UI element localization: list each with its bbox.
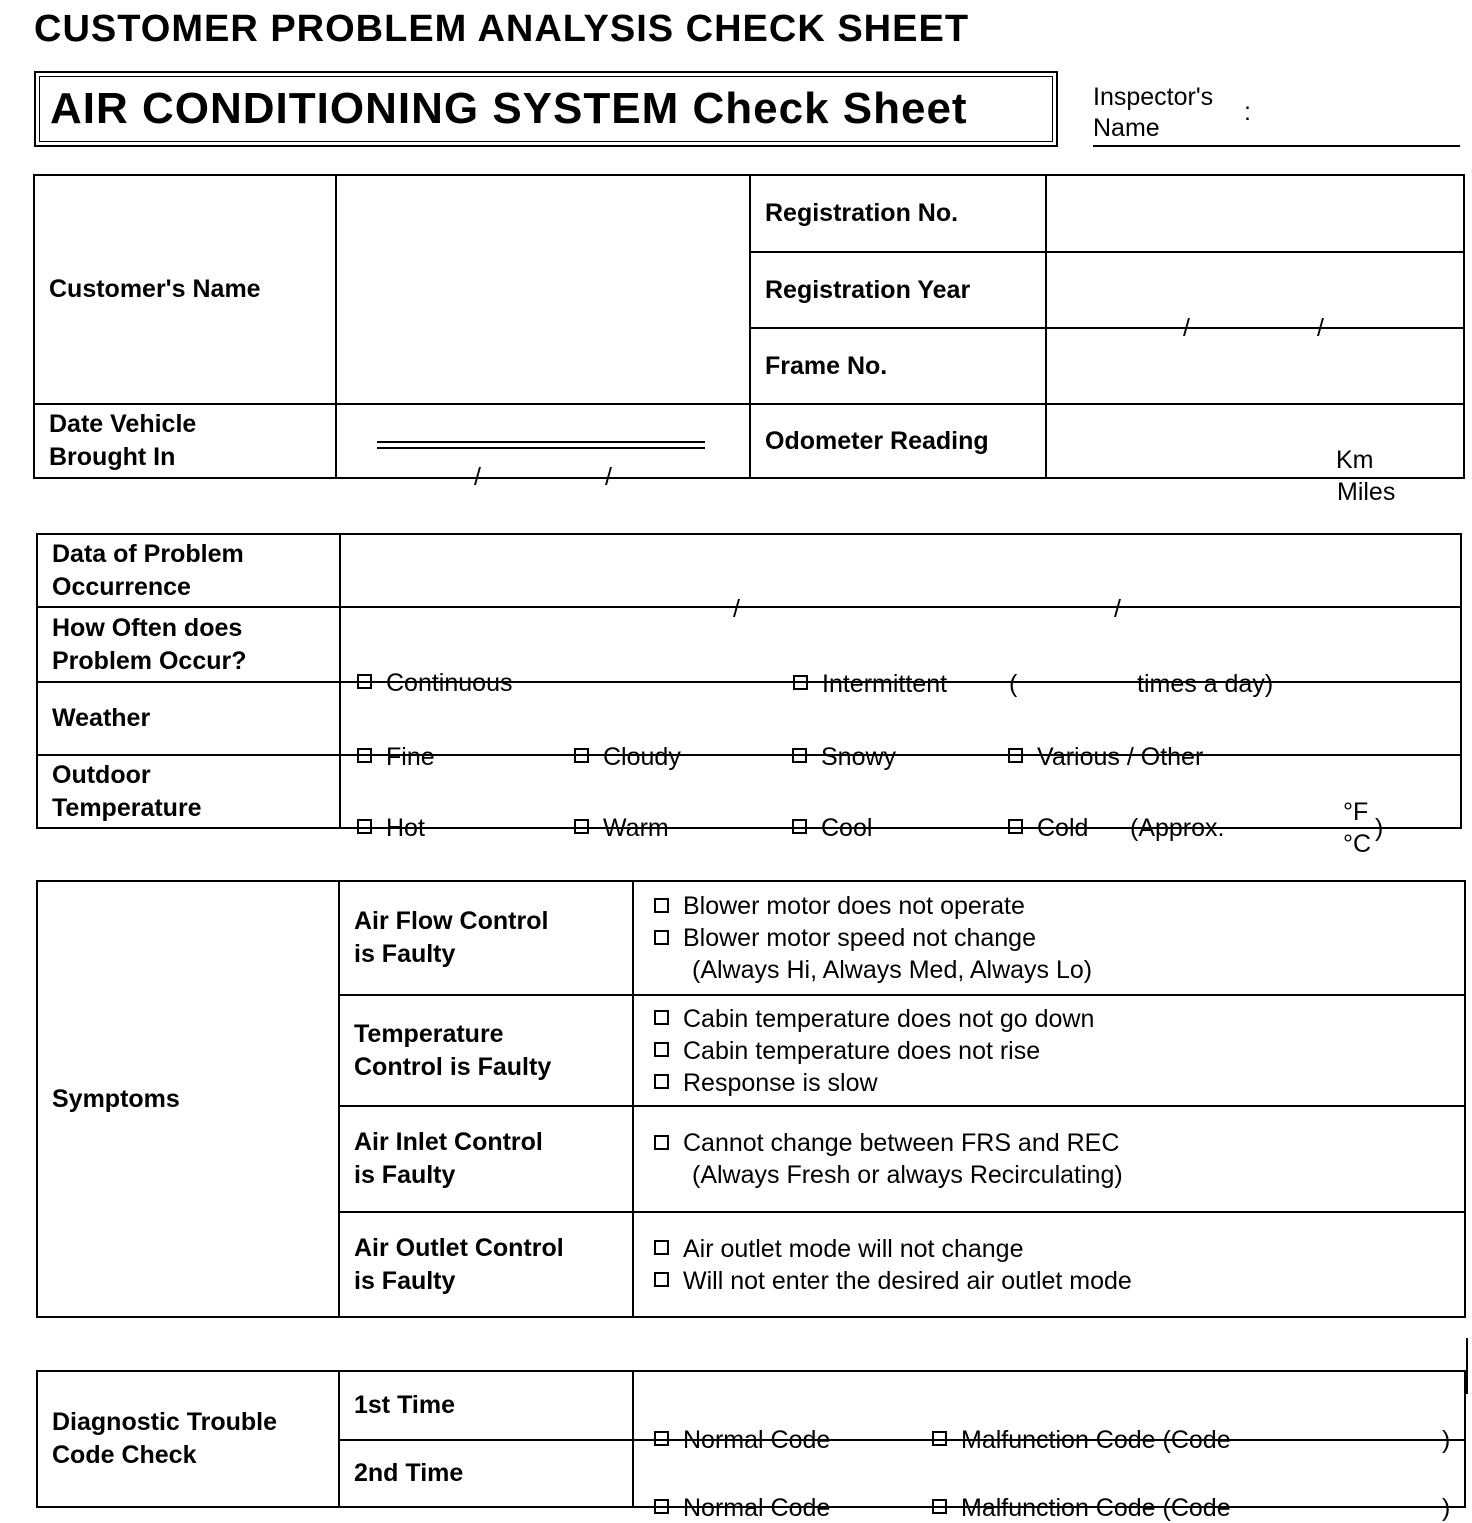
- unit-fahrenheit: °F: [1343, 797, 1369, 826]
- symptom-group-label-line-2: is Faulty: [354, 1266, 456, 1295]
- checkbox-icon[interactable]: [792, 748, 807, 763]
- checkbox-icon[interactable]: [792, 819, 807, 834]
- checkbox-icon[interactable]: [357, 819, 372, 834]
- option-label: Snowy: [821, 742, 897, 771]
- inspector-name-field[interactable]: [1093, 145, 1460, 147]
- checkbox-icon[interactable]: [654, 1499, 669, 1514]
- form-title: AIR CONDITIONING SYSTEM Check Sheet: [39, 76, 1053, 142]
- symptom-group-label-line-1: Temperature: [354, 1019, 504, 1048]
- option-label: Warm: [603, 813, 669, 842]
- option-label: Malfunction Code (Code: [961, 1493, 1231, 1522]
- symptoms-label: Symptoms: [37, 881, 339, 1317]
- option-various-other[interactable]: [1008, 743, 1203, 772]
- checkbox-icon[interactable]: [654, 898, 669, 913]
- inspector-name-label: [1093, 82, 1213, 144]
- option-malfunction-code[interactable]: [932, 1426, 1231, 1455]
- symptom-option[interactable]: [654, 890, 1450, 922]
- symptom-options: [633, 995, 1465, 1106]
- option-label: Cool: [821, 813, 873, 842]
- symptom-options: [633, 1212, 1465, 1317]
- odometer-field[interactable]: [1046, 404, 1464, 506]
- scan-edge-mark: [1466, 1338, 1468, 1394]
- unit-celsius: °C: [1343, 829, 1372, 858]
- symptom-options: [633, 881, 1465, 995]
- checkbox-icon[interactable]: [654, 1431, 669, 1446]
- inspector-label-line-2: Name: [1093, 114, 1160, 142]
- date-brought-in-label-line-1: Date Vehicle: [49, 410, 197, 438]
- symptom-group-label-line-1: Air Flow Control: [354, 907, 549, 935]
- option-cool[interactable]: [792, 814, 872, 843]
- symptom-note: (Always Fresh or always Recirculating): [692, 1161, 1123, 1189]
- problem-date-label-line-2: Occurrence: [52, 572, 191, 601]
- symptom-option[interactable]: [654, 1265, 1450, 1297]
- symptom-option-label: Blower motor does not operate: [683, 892, 1025, 920]
- symptom-option[interactable]: [654, 1067, 1450, 1099]
- registration-no-field[interactable]: [1046, 175, 1464, 252]
- outdoor-temperature-label: [37, 755, 340, 828]
- sheet-title: CUSTOMER PROBLEM ANALYSIS CHECK SHEET: [34, 8, 970, 50]
- option-normal-code[interactable]: [654, 1494, 830, 1523]
- problem-date-label-line-1: Data of Problem: [52, 539, 244, 568]
- dtc-table: [36, 1370, 1466, 1522]
- option-fine[interactable]: [357, 743, 435, 772]
- date-separator: /: [474, 463, 481, 491]
- checkbox-icon[interactable]: [932, 1431, 947, 1446]
- symptom-group-label: [339, 995, 633, 1106]
- option-snowy[interactable]: [792, 743, 896, 772]
- frame-no-label: Frame No.: [750, 328, 1046, 404]
- symptom-group-label: [339, 1212, 633, 1317]
- option-label: Fine: [386, 742, 435, 771]
- symptom-option-label: Air outlet mode will not change: [683, 1234, 1024, 1263]
- inspector-label-line-1: Inspector's: [1093, 83, 1214, 111]
- dtc-check-label: [37, 1371, 339, 1507]
- symptom-option-label: Blower motor speed not change: [683, 924, 1036, 952]
- symptom-group-label-line-2: Control is Faulty: [354, 1052, 552, 1081]
- option-label: Normal Code: [683, 1493, 831, 1522]
- frame-no-field[interactable]: [1046, 328, 1464, 404]
- dtc-label-line-1: Diagnostic Trouble: [52, 1408, 278, 1436]
- problem-date-label: [37, 534, 340, 607]
- checkbox-icon[interactable]: [654, 1272, 669, 1287]
- option-warm[interactable]: [574, 814, 669, 843]
- weather-label: Weather: [37, 682, 340, 755]
- option-label: Malfunction Code (Code: [961, 1425, 1231, 1454]
- checkbox-icon[interactable]: [574, 819, 589, 834]
- option-label: Intermittent: [822, 669, 948, 698]
- checkbox-icon[interactable]: [1008, 748, 1023, 763]
- option-label: Normal Code: [683, 1425, 831, 1454]
- symptom-option-label: Cabin temperature does not rise: [683, 1036, 1041, 1065]
- symptom-option-label: Response is slow: [683, 1068, 878, 1097]
- option-label: Cloudy: [603, 742, 681, 771]
- symptoms-table: [36, 880, 1466, 1318]
- option-hot[interactable]: [357, 814, 425, 843]
- customer-name-field[interactable]: [336, 175, 750, 404]
- registration-no-label: Registration No.: [750, 175, 1046, 252]
- vehicle-info-table: [33, 174, 1465, 506]
- close-paren: ): [1442, 1425, 1451, 1454]
- checkbox-icon[interactable]: [654, 1010, 669, 1025]
- checkbox-icon[interactable]: [932, 1499, 947, 1514]
- symptom-group-label: [339, 1106, 633, 1212]
- dtc-time-label: 2nd Time: [339, 1440, 633, 1507]
- registration-year-field[interactable]: [1046, 252, 1464, 342]
- date-separator: /: [733, 594, 740, 623]
- symptom-group-label-line-1: Air Inlet Control: [354, 1128, 543, 1156]
- customer-name-label: Customer's Name: [34, 175, 336, 404]
- checkbox-icon[interactable]: [793, 675, 808, 690]
- dtc-time-label: 1st Time: [339, 1371, 633, 1440]
- date-brought-in-label: [34, 404, 336, 478]
- option-label: Hot: [386, 813, 425, 842]
- option-cloudy[interactable]: [574, 743, 681, 772]
- problem-table: [36, 533, 1462, 858]
- symptom-option[interactable]: [654, 922, 1450, 954]
- date-separator: /: [1114, 594, 1121, 623]
- symptom-option-label: Will not enter the desired air outlet mode: [683, 1266, 1132, 1295]
- symptom-group-label: [339, 881, 633, 995]
- how-often-options: [340, 607, 1461, 698]
- checkbox-icon[interactable]: [654, 1042, 669, 1057]
- option-intermittent[interactable]: [793, 670, 947, 699]
- unit-km: Km: [1336, 446, 1374, 474]
- outdoor-temperature-label-line-2: Temperature: [52, 793, 202, 822]
- date-separator: /: [1317, 314, 1324, 342]
- checkbox-icon[interactable]: [654, 1074, 669, 1089]
- option-label: Cold: [1037, 813, 1089, 842]
- outdoor-temperature-label-line-1: Outdoor: [52, 760, 151, 789]
- date-separator: /: [605, 463, 612, 491]
- option-normal-code[interactable]: [654, 1426, 830, 1455]
- times-a-day-suffix: times a day): [1137, 669, 1274, 698]
- how-often-label: [37, 607, 340, 682]
- symptom-group-label-line-2: is Faulty: [354, 940, 456, 968]
- option-label: Various / Other: [1037, 742, 1204, 771]
- how-often-label-line-1: How Often does: [52, 613, 243, 642]
- inspector-colon: :: [1244, 98, 1251, 126]
- checkbox-icon[interactable]: [654, 1135, 669, 1150]
- close-paren: ): [1375, 813, 1384, 842]
- checkbox-icon[interactable]: [574, 748, 589, 763]
- date-separator: /: [1183, 314, 1190, 342]
- option-continuous[interactable]: [357, 669, 512, 698]
- odometer-label: Odometer Reading: [750, 404, 1046, 478]
- unit-miles: Miles: [1337, 478, 1396, 506]
- outdoor-temperature-options: [340, 755, 1461, 858]
- symptom-group-label-line-1: Air Outlet Control: [354, 1233, 564, 1262]
- customer-name-underline: [377, 441, 705, 449]
- dtc-options: [633, 1371, 1465, 1454]
- checkbox-icon[interactable]: [654, 1240, 669, 1255]
- dtc-label-line-2: Code Check: [52, 1441, 197, 1469]
- option-cold[interactable]: [1008, 814, 1088, 843]
- option-label: Continuous: [386, 668, 513, 697]
- symptom-option[interactable]: [654, 1127, 1450, 1159]
- symptom-option[interactable]: [654, 1035, 1450, 1067]
- symptom-group-label-line-2: is Faulty: [354, 1161, 456, 1189]
- how-often-label-line-2: Problem Occur?: [52, 646, 247, 675]
- symptom-options: [633, 1106, 1465, 1212]
- approx-label: (Approx.: [1130, 813, 1225, 842]
- checkbox-icon[interactable]: [654, 930, 669, 945]
- registration-year-label: Registration Year: [750, 252, 1046, 328]
- symptom-option[interactable]: [654, 1003, 1450, 1035]
- symptom-option-label: Cannot change between FRS and REC: [683, 1129, 1120, 1157]
- date-brought-in-label-line-2: Brought In: [49, 443, 176, 471]
- checkbox-icon[interactable]: [357, 674, 372, 689]
- open-paren: (: [1009, 669, 1018, 698]
- form-title-box: [34, 71, 1058, 147]
- symptom-option[interactable]: [654, 1233, 1450, 1265]
- checkbox-icon[interactable]: [1008, 819, 1023, 834]
- problem-date-field[interactable]: [340, 534, 1461, 623]
- option-malfunction-code[interactable]: [932, 1494, 1231, 1523]
- symptom-note: (Always Hi, Always Med, Always Lo): [692, 956, 1093, 984]
- checkbox-icon[interactable]: [357, 748, 372, 763]
- close-paren: ): [1442, 1493, 1451, 1522]
- symptom-option-label: Cabin temperature does not go down: [683, 1004, 1095, 1033]
